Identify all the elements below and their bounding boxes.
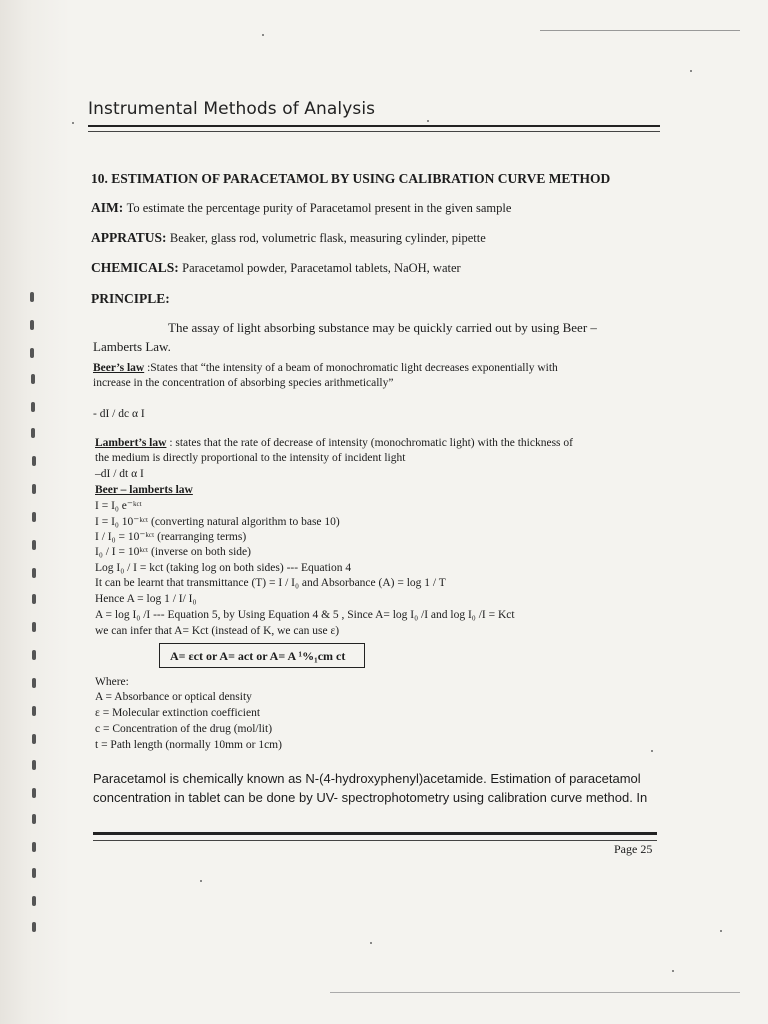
binder-mark <box>32 814 36 824</box>
where-item: c = Concentration of the drug (mol/lit) <box>95 723 273 735</box>
binder-mark <box>32 788 36 798</box>
binder-mark <box>32 594 36 604</box>
derivation-line: I₀ / I = 10ᵏᶜᵗ (inverse on both side) <box>95 546 251 558</box>
where-item: ε = Molecular extinction coefficient <box>95 707 261 719</box>
page-number: Page 25 <box>614 842 653 856</box>
scan-edge-line <box>540 30 740 31</box>
binder-mark <box>32 922 36 932</box>
binder-mark <box>32 678 36 688</box>
binder-mark <box>32 568 36 578</box>
where-item: A = Absorbance or optical density <box>95 691 252 703</box>
binder-mark <box>32 540 36 550</box>
scan-speck <box>672 970 674 972</box>
chemicals-line <box>91 260 461 276</box>
binder-mark <box>30 292 34 302</box>
aim-label: AIM: <box>91 200 124 215</box>
derivation-line: we can infer that A= Kct (instead of K, we can use ε) <box>95 625 340 637</box>
scan-speck <box>200 880 202 882</box>
derivation-line: I / I₀ = 10⁻ᵏᶜᵗ (rearranging terms) <box>95 531 247 543</box>
binder-mark <box>31 428 35 438</box>
header-rule <box>88 125 660 132</box>
beers-law-line-1 <box>93 361 558 376</box>
footer-rule <box>93 832 657 841</box>
binder-mark <box>32 650 36 660</box>
beers-law-label: Beer’s law <box>93 362 145 374</box>
apparatus-text: Beaker, glass rod, volumetric flask, measuring cylinder, pipette <box>169 231 486 245</box>
binder-mark <box>30 348 34 358</box>
beers-law-formula: - dI / dc α I <box>93 408 145 420</box>
beers-law-line-2: increase in the concentration of absorbing species arithmetically” <box>93 377 394 389</box>
binder-mark <box>32 842 36 852</box>
binder-mark <box>32 896 36 906</box>
binder-mark <box>32 456 36 466</box>
scan-edge-line <box>330 992 740 993</box>
scan-speck <box>370 942 372 944</box>
closing-line-2: concentration in tablet can be done by UV- spectrophotometry using calibration curve method. In <box>93 790 648 805</box>
chemicals-text: Paracetamol powder, Paracetamol tablets, NaOH, water <box>182 261 461 275</box>
scan-speck <box>262 34 264 36</box>
closing-line-1: Paracetamol is chemically known as N-(4-hydroxyphenyl)acetamide. Estimation of paracetamol <box>93 771 641 786</box>
binder-mark <box>32 622 36 632</box>
scan-speck <box>720 930 722 932</box>
derivation-line: Log I₀ / I = kct (taking log on both sides) --- Equation 4 <box>95 562 352 574</box>
running-header-title: Instrumental Methods of Analysis <box>88 99 376 119</box>
derivation-line: I = I₀ 10⁻ᵏᶜᵗ (converting natural algorithm to base 10) <box>95 516 340 528</box>
scan-speck <box>651 750 653 752</box>
principle-line-2: Lamberts Law. <box>93 339 171 354</box>
lamberts-law-label: Lambert’s law <box>95 437 167 449</box>
beer-lamberts-law-label: Beer – lamberts law <box>95 484 193 496</box>
apparatus-line <box>91 230 486 246</box>
beers-law-text: :States that “the intensity of a beam of monochromatic light decreases exponentially with <box>144 362 558 374</box>
binder-mark <box>32 734 36 744</box>
derivation-line: It can be learnt that transmittance (T) = I / I₀ and Absorbance (A) = log 1 / T <box>95 577 446 589</box>
aim-text: To estimate the percentage purity of Paracetamol present in the given sample <box>126 201 512 215</box>
binder-mark <box>32 760 36 770</box>
lamberts-law-formula: –dI / dt α I <box>95 468 144 480</box>
binder-mark <box>32 484 36 494</box>
scan-speck <box>427 120 429 122</box>
derivation-line: Hence A = log 1 / I/ I₀ <box>95 593 197 605</box>
principle-line-1: The assay of light absorbing substance may be quickly carried out by using Beer – <box>168 320 597 335</box>
section-heading: 10. ESTIMATION OF PARACETAMOL BY USING CALIBRATION CURVE METHOD <box>91 171 611 186</box>
principle-label: PRINCIPLE: <box>91 291 170 306</box>
binder-mark <box>32 512 36 522</box>
where-label: Where: <box>95 676 129 688</box>
scan-speck <box>72 122 74 124</box>
lamberts-law-text: : states that the rate of decrease of intensity (monochromatic light) with the thickness of <box>166 437 573 449</box>
binder-mark <box>31 402 35 412</box>
where-item: t = Path length (normally 10mm or 1cm) <box>95 739 282 751</box>
chemicals-label: CHEMICALS: <box>91 260 179 275</box>
lamberts-law-line-2: the medium is directly proportional to the intensity of incident light <box>95 452 406 464</box>
binder-mark <box>32 868 36 878</box>
derivation-line: I = I₀ e⁻ᵏᶜᵗ <box>95 500 142 512</box>
binder-mark <box>32 706 36 716</box>
aim-line <box>91 200 511 216</box>
boxed-formula-text: A= εct or A= act or A= A ¹%₁cm ct <box>170 649 346 663</box>
derivation-line: A = log I₀ /I --- Equation 5, by Using Equation 4 & 5 , Since A= log I₀ /I and log I₀ /I = Kct <box>95 609 515 621</box>
binder-mark <box>30 320 34 330</box>
boxed-formula <box>159 643 365 668</box>
lamberts-law-line-1 <box>95 436 573 451</box>
apparatus-label: APPRATUS: <box>91 230 167 245</box>
scan-speck <box>690 70 692 72</box>
binder-mark <box>31 374 35 384</box>
